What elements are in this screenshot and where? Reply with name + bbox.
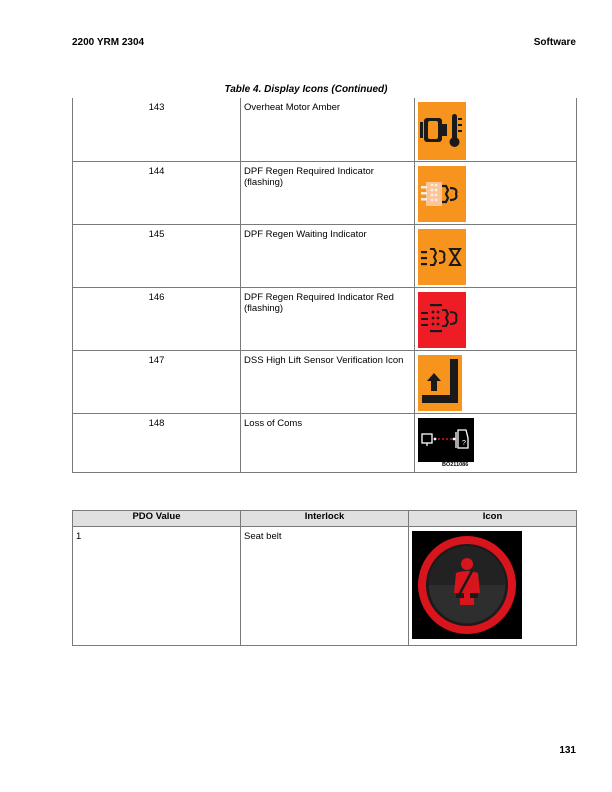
icon-description: DPF Regen Required Indicator Red (flashing) (241, 287, 415, 350)
icon-number: 148 (73, 413, 241, 472)
table-row (73, 224, 577, 287)
table-row (73, 161, 577, 224)
table-row (73, 350, 577, 413)
display-icons-table (72, 98, 577, 473)
header-doc-id: 2200 YRM 2304 (72, 37, 145, 48)
icon-description: DPF Regen Required Indicator (flashing) (241, 161, 415, 224)
pdo-interlock-table (72, 510, 577, 646)
icon-number: 146 (73, 287, 241, 350)
pdo-value: 1 (73, 527, 241, 646)
icon-code: BO211086 (442, 461, 469, 468)
table-header-row (73, 511, 577, 527)
column-header-icon: Icon (409, 511, 577, 527)
interlock-name: Seat belt (241, 527, 409, 646)
column-header-interlock: Interlock (241, 511, 409, 527)
table-row (73, 413, 577, 472)
icon-number: 144 (73, 161, 241, 224)
seat-belt-icon (412, 531, 522, 639)
svg-text:?: ? (462, 439, 466, 447)
table-caption: Table 4. Display Icons (Continued) (224, 84, 388, 95)
dpf-regen-waiting-icon (418, 229, 466, 285)
icon-number: 147 (73, 350, 241, 413)
icon-description: Loss of Coms (241, 413, 415, 472)
dpf-regen-required-red-icon (418, 292, 466, 348)
icon-description: DPF Regen Waiting Indicator (241, 224, 415, 287)
dpf-regen-required-icon (418, 166, 466, 222)
overheat-motor-icon (418, 102, 466, 160)
loss-of-coms-icon (418, 418, 474, 462)
column-header-pdo-value: PDO Value (73, 511, 241, 527)
table-row (73, 287, 577, 350)
table-row (73, 527, 577, 646)
high-lift-sensor-icon (418, 355, 462, 411)
icon-description: Overheat Motor Amber (241, 98, 415, 161)
table-row (73, 98, 577, 161)
icon-number: 143 (73, 98, 241, 161)
page-number: 131 (559, 745, 576, 756)
icon-description: DSS High Lift Sensor Verification Icon (241, 350, 415, 413)
loss-of-coms-figure (418, 418, 474, 472)
icon-number: 145 (73, 224, 241, 287)
header-section: Software (533, 37, 576, 48)
